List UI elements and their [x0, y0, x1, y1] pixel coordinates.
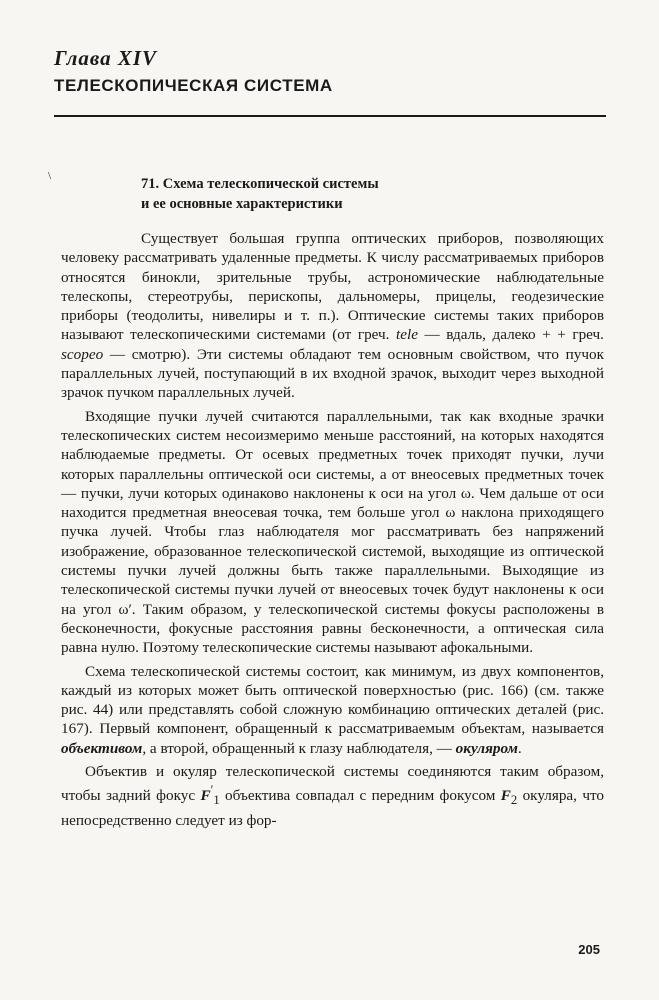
term-eyepiece: окуляром — [455, 739, 518, 757]
chapter-heading: Глава XIV — [54, 46, 158, 70]
paragraph-3-part3: . — [517, 739, 522, 757]
section-heading-line2: и ее основные характеристики — [141, 196, 343, 212]
body-text — [61, 229, 604, 830]
term-scopeo: scopeo — [61, 345, 104, 363]
paragraph-1-part1: Существует большая группа оптических приборов, позволяющих человеку рассматривать удаленные предметы. К числу рассматриваемых приборов относятся бинокли, зрительные трубы, астрономические наблюдательные телескопы, стереотрубы, перископы, дальномеры, прицелы, геодезические приборы (теодолиты, нивелиры и т. п.). Оптические системы таких приборов называют телескопическими системами (от греч. — [61, 230, 604, 344]
paragraph-1-part2: — вдаль, далеко + + греч. — [417, 326, 604, 344]
paragraph-4-part2: объектива совпадал с передним фокусом — [219, 787, 501, 805]
term-tele: tele — [396, 326, 418, 344]
section-heading — [141, 174, 541, 214]
paragraph-4-part1: Объектив и окуляр телескопической системы соединяются таким образом, чтобы задний фокус — [61, 763, 604, 805]
chapter-title: ТЕЛЕСКОПИЧЕСКАЯ СИСТЕМА — [54, 76, 333, 95]
page-number: 205 — [578, 942, 600, 957]
paragraph-1 — [61, 229, 604, 403]
paragraph-3 — [61, 662, 604, 758]
paragraph-4-part3: окуляра, что непосредственно следует из фор- — [61, 787, 604, 829]
paragraph-1-part3: — смотрю). Эти системы обладают тем основным свойством, что пучок параллельных лучей, поступающий в их входной зрачок, выходит через выходной зрачок пучком параллельных лучей. — [61, 345, 604, 402]
section-heading-line1: 71. Схема телескопической системы — [141, 176, 379, 192]
term-objective: объективом — [61, 739, 143, 757]
focus-f2-letter: F — [500, 787, 511, 805]
focus-f1-index: 1 — [213, 793, 220, 808]
focus-f2-index: 2 — [510, 793, 518, 808]
paragraph-2: Входящие пучки лучей считаются параллельными, так как входные зрачки телескопических систем несоизмеримо меньше расстояний, на которых находятся наблюдаемые предметы. От осевых предметных точек приходят пучки, лучи которых параллельны оптической оси системы, а от внеосевых предметных точек — пучки, лучи которых одинаково наклонены к оси на угол ω. Чем дальше от оси находится предметная внеосевая точка, тем больше угол ω наклона приходящего пучка лучей. Чтобы глаз наблюдателя мог рассматривать без напряжений изображение, образованное телескопической системой, выходящие из оптической системы пучки лучей должны быть также параллельными. Выходящие из телескопической системы пучки лучей от внеосевых точек будут наклонены к оси на угол ω′. Таким образом, у телескопической системы фокусы расположены в бесконечности, фокусные расстояния равны бесконечности, а оптическая сила равна нулю. Поэтому телескопические системы называют афокальными. — [61, 407, 604, 657]
focus-f1-prime: ′ — [210, 783, 214, 798]
heading-divider — [54, 115, 606, 117]
paragraph-3-part2: , а второй, обращенный к глазу наблюдателя, — — [142, 739, 456, 757]
focus-f1-letter: F — [200, 787, 211, 805]
paragraph-3-part1: Схема телескопической системы состоит, как минимум, из двух компонентов, каждый из которых может быть оптической поверхностью (рис. 166) (см. также рис. 44) или представлять собой сложную комбинацию оптических деталей (рис. 167). Первый компонент, обращенный к рассматриваемым объектам, называется — [61, 662, 604, 738]
stray-mark: \ — [48, 170, 52, 182]
paragraph-4 — [61, 762, 604, 830]
